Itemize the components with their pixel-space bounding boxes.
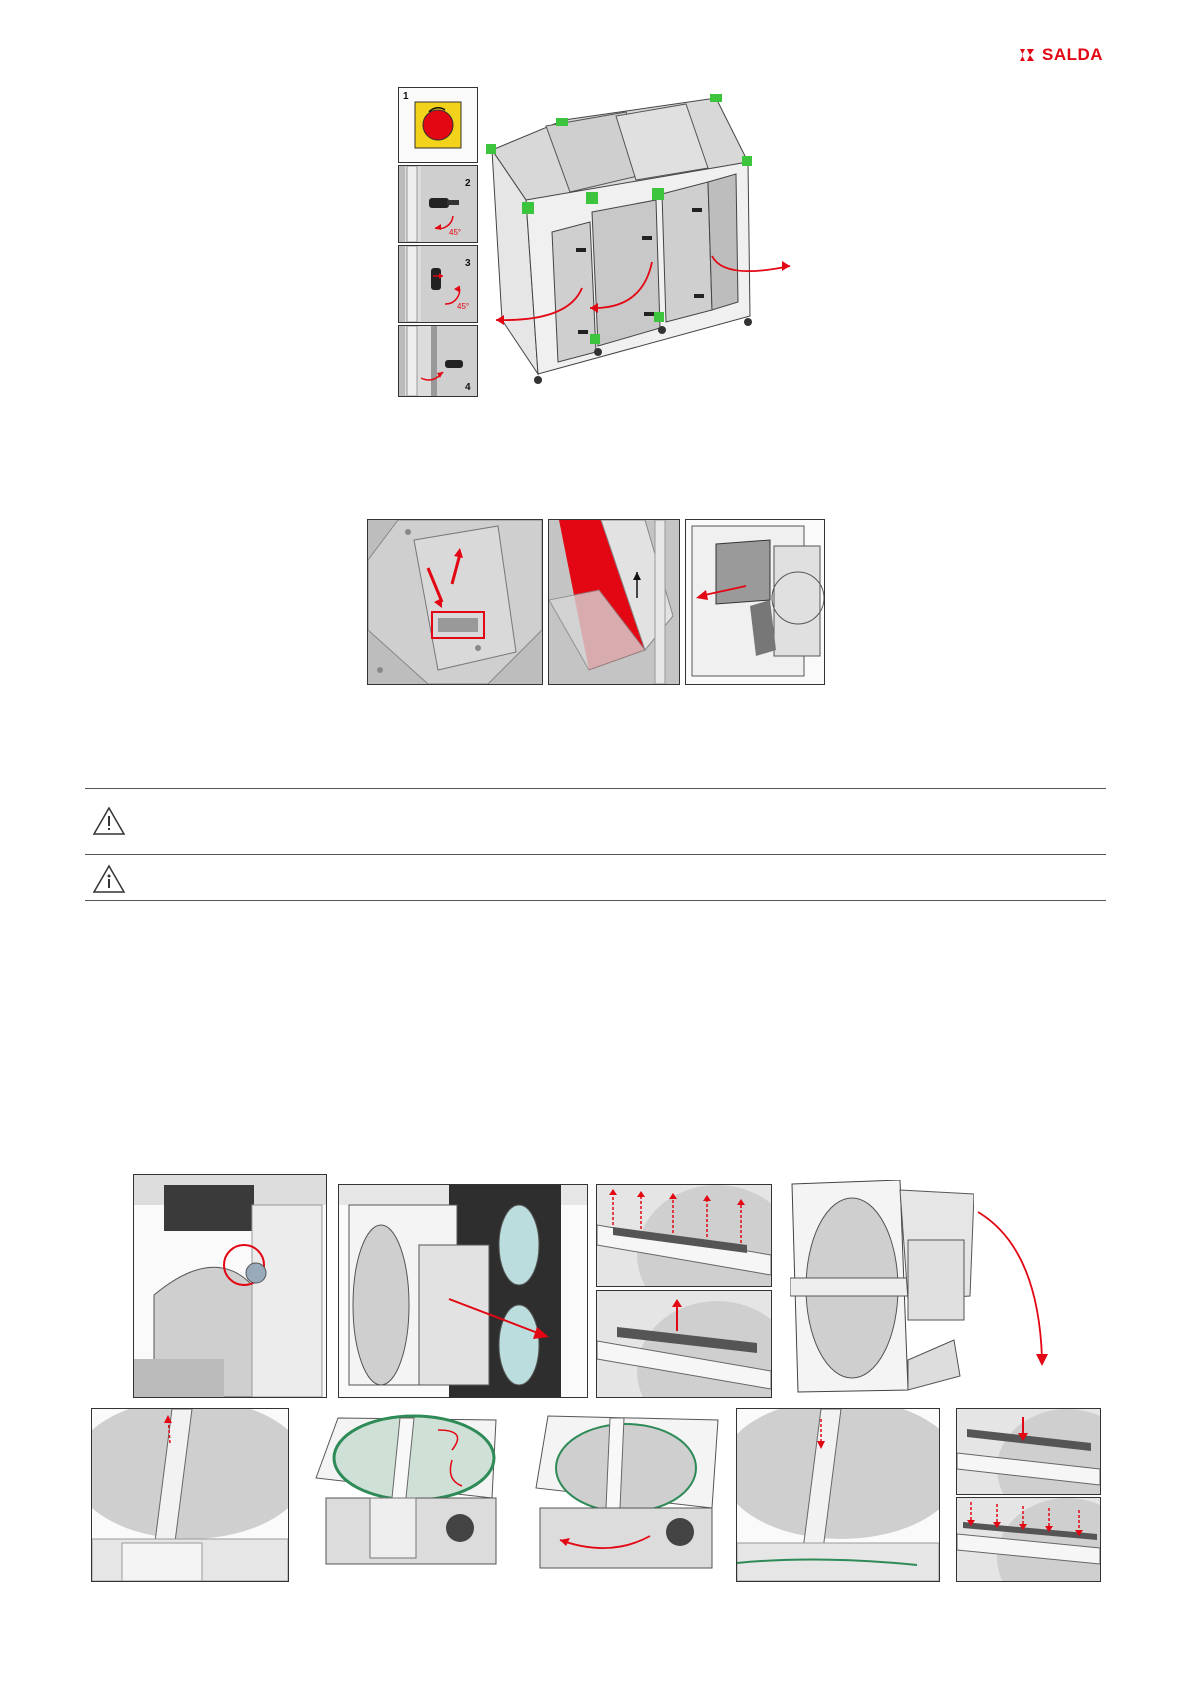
rotor-cassette-removed-illustration xyxy=(790,1180,974,1396)
filter-latch-illustration xyxy=(368,520,542,684)
rotor-rotate-illustration xyxy=(530,1408,726,1580)
step-panel-4 xyxy=(398,325,478,397)
seal-strip-fasten-illustration xyxy=(957,1498,1100,1581)
rotor-panel-2 xyxy=(338,1184,588,1398)
salda-logo-icon xyxy=(1018,46,1036,64)
rotor-bolt-remove-illustration xyxy=(92,1409,288,1581)
step-panel-1 xyxy=(398,87,478,163)
divider-bottom xyxy=(85,900,1106,901)
angle-label: 45° xyxy=(449,228,462,237)
rotor-seal-replace-illustration xyxy=(310,1408,506,1580)
rotor-panel-8 xyxy=(736,1408,940,1582)
brand-logo xyxy=(1018,44,1108,66)
rotor-panel-5 xyxy=(91,1408,289,1582)
divider-middle xyxy=(85,854,1106,855)
step-number: 1 xyxy=(403,91,409,102)
rotor-cassette-pull-illustration xyxy=(339,1185,587,1397)
divider-top xyxy=(85,788,1106,789)
rotor-panel-7 xyxy=(530,1408,726,1580)
rotor-panel-1 xyxy=(133,1174,327,1398)
step-number: 4 xyxy=(465,382,471,393)
step-panel-3 xyxy=(398,245,478,323)
rotor-panel-3a xyxy=(596,1184,772,1287)
step-number: 2 xyxy=(465,178,471,189)
unit-illustration xyxy=(486,90,796,390)
seal-strip-remove-illustration xyxy=(597,1291,771,1397)
filter-pullout-illustration xyxy=(686,520,824,684)
rotor-panel-6 xyxy=(310,1408,506,1580)
rotor-bolt-install-illustration xyxy=(737,1409,939,1581)
step-number: 3 xyxy=(465,258,471,269)
ahu-unit-illustration xyxy=(486,90,796,390)
rotor-panel-3b xyxy=(596,1290,772,1398)
step-panel-2 xyxy=(398,165,478,243)
rotor-motor-illustration xyxy=(134,1175,326,1397)
main-switch-icon xyxy=(399,88,477,162)
filter-panel-2 xyxy=(548,519,680,685)
filter-panel-1 xyxy=(367,519,543,685)
filter-panel-3 xyxy=(685,519,825,685)
brand-name: SALDA xyxy=(1042,45,1104,64)
rotor-flip-arrow xyxy=(974,1208,1054,1368)
rotor-panel-9b xyxy=(956,1497,1101,1582)
angle-label: 45° xyxy=(457,302,470,311)
info-icon xyxy=(92,864,126,894)
rotor-panel-4 xyxy=(790,1180,974,1396)
rotor-panel-9a xyxy=(956,1408,1101,1495)
seal-strip-install-illustration xyxy=(957,1409,1100,1494)
seal-strip-lift-illustration xyxy=(597,1185,771,1286)
warning-icon xyxy=(92,806,126,836)
filter-rail-illustration xyxy=(549,520,679,684)
